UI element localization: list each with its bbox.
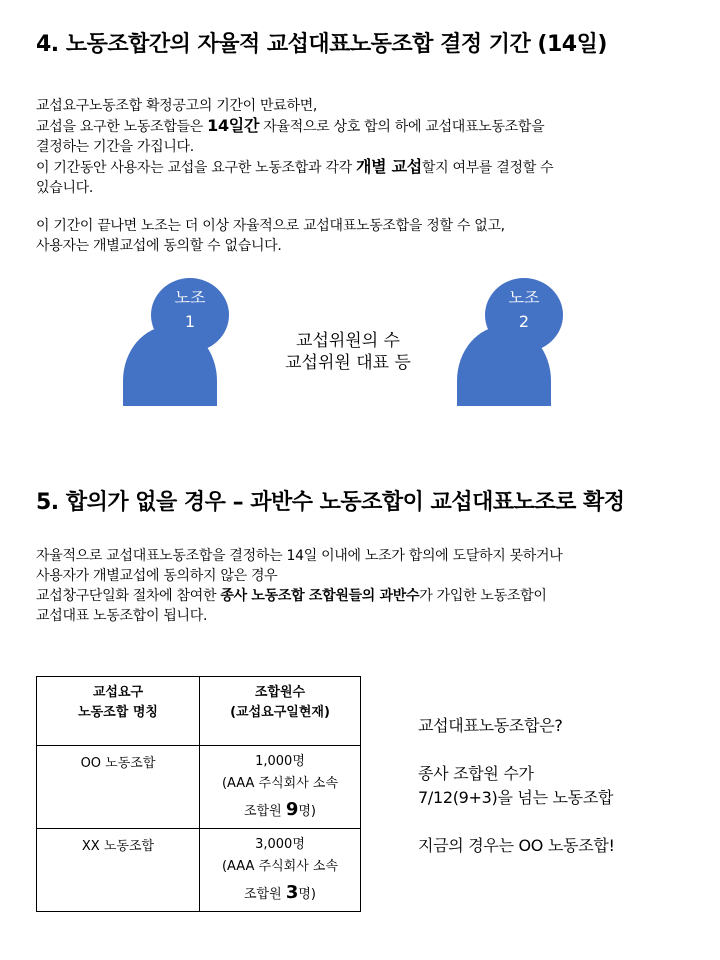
text-line: 이 기간이 끝나면 노조는 더 이상 자율적으로 교섭대표노동조합을 정할 수 없고, xyxy=(36,218,505,234)
text-line: 교섭요구노동조합 확정공고의 기간이 만료하면, xyxy=(36,98,318,114)
bold-period: 14일간 xyxy=(207,116,260,135)
negotiation-topics xyxy=(248,330,448,374)
section5-heading: 5. 합의가 없을 경우 – 과반수 노동조합이 교섭대표노조로 확정 xyxy=(36,490,625,515)
section4-heading: 4. 노동조합간의 자율적 교섭대표노동조합 결정 기간 (14일) xyxy=(36,32,607,57)
employee-member-count: 3 xyxy=(285,882,299,903)
text-line: 이 기간동안 사용자는 교섭을 요구한 노동조합과 각각 개별 교섭할지 여부를 결정할 수 xyxy=(36,157,554,176)
text-line: 교섭창구단일화 절차에 참여한 종사 노동조합 조합원들의 과반수가 가입한 노동조합이 xyxy=(36,588,547,604)
section4-paragraph2 xyxy=(36,216,696,256)
member-count-cell: 1,000명 (AAA 주식회사 소속 조합원 9명) xyxy=(200,746,361,829)
section4-paragraph1 xyxy=(36,96,696,198)
text-line: 사용자가 개별교섭에 동의하지 않은 경우 xyxy=(36,568,278,584)
explanation-box xyxy=(418,714,708,870)
table-row xyxy=(37,829,361,912)
table-row xyxy=(37,746,361,829)
question-text: 교섭대표노동조합은? xyxy=(418,716,563,735)
employee-member-count: 9 xyxy=(285,799,299,820)
answer-line: 7/12(9+3)을 넘는 노동조합 xyxy=(418,788,614,807)
bold-individual-bargaining: 개별 교섭 xyxy=(355,157,422,176)
union1-label: 노조 1 xyxy=(174,288,206,331)
text-line: 교섭을 요구한 노동조합들은 14일간 자율적으로 상호 합의 하에 교섭대표노동조합을 xyxy=(36,116,545,135)
conclusion-text: 지금의 경우는 OO 노동조합! xyxy=(418,836,615,855)
union-membership-table xyxy=(36,676,361,912)
text-line: 있습니다. xyxy=(36,180,94,196)
member-count-cell: 3,000명 (AAA 주식회사 소속 조합원 3명) xyxy=(200,829,361,912)
topic-line: 교섭위원의 수 xyxy=(296,331,400,351)
union-name-cell: OO 노동조합 xyxy=(37,746,200,829)
text-line: 사용자는 개별교섭에 동의할 수 없습니다. xyxy=(36,238,282,254)
bold-majority: 종사 노동조합 조합원들의 과반수 xyxy=(220,588,420,604)
header-union-name: 교섭요구 노동조합 명칭 xyxy=(37,677,200,746)
union2-label: 노조 2 xyxy=(508,288,540,331)
topic-line: 교섭위원 대표 등 xyxy=(285,353,411,373)
text-line: 결정하는 기간을 가집니다. xyxy=(36,139,194,155)
union2-person-icon xyxy=(457,278,563,406)
table-header-row xyxy=(37,677,361,746)
text-line: 자율적으로 교섭대표노동조합을 결정하는 14일 이내에 노조가 합의에 도달하지 못하거나 xyxy=(36,548,563,564)
answer-line: 종사 조합원 수가 xyxy=(418,764,534,783)
text-line: 교섭대표 노동조합이 됩니다. xyxy=(36,608,208,624)
header-member-count: 조합원수 (교섭요구일현재) xyxy=(200,677,361,746)
union1-person-icon xyxy=(123,278,229,406)
union-name-cell: XX 노동조합 xyxy=(37,829,200,912)
section5-paragraph xyxy=(36,546,696,626)
